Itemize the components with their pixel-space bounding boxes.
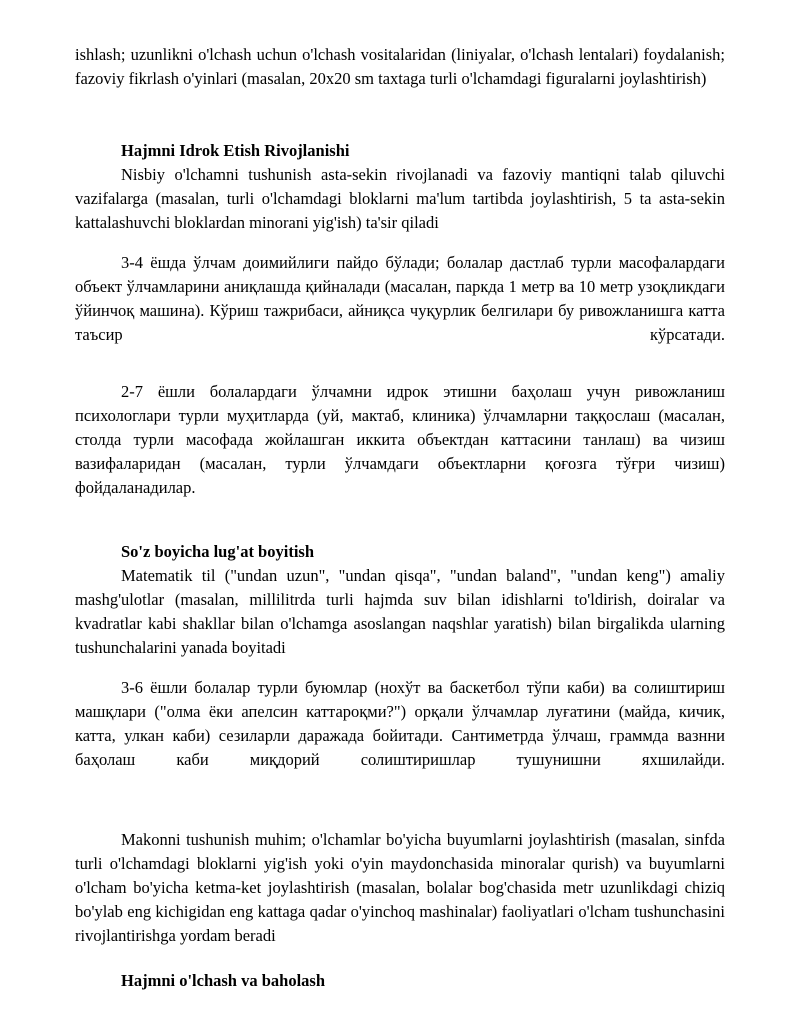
paragraph-assessment: 2-7 ёшли болалардаги ўлчамни идрок этишни баҳолаш учун ривожланиш психологлари турли муҳитларда (уй, мактаб, клиника) ўлчамларни таққослаш (масалан, столда турли масофада жойлашган иккита объектдан каттасини танлаш) ва чизиш вазифаларидан (масалан, турли ўлчамдаги объектларни қоғозга тўғри чизиш) фойдаланадилар.	[75, 382, 725, 497]
heading-size-perception: Hajmni Idrok Etish Rivojlanishi	[121, 141, 350, 160]
paragraph-size-vocabulary: 3-6 ёшли болалар турли буюмлар (нохўт ва баскетбол тўпи каби) ва солиштириш машқлари ("олма ёки апелсин каттароқми?") орқали ўлчамлар луғатини (майда, кичик, катта, улкан каби) сезиларли даражада бойитади. Сантиметрда ўлчаш, граммда вазнни баҳолаш каби миқдорий солиштиришлар тушунишни яхшилайди.	[75, 678, 725, 769]
paragraph-measuring-tools: ishlash; uzunlikni o'lchash uchun o'lchash vositalaridan (liniyalar, o'lchash lentalari) foydalanish; fazoviy fikrlash o'yinlari (masalan, 20x20 sm taxtaga turli o'lchamdagi figuralarni joylashtirish)	[75, 45, 725, 88]
paragraph-size-constancy: 3-4 ёшда ўлчам доимийлиги пайдо бўлади; болалар дастлаб турли масофалардаги объект ўлчамларини аниқлашда қийналади (масалан, паркда 1 метр ва 10 метр узоқликдаги ўйинчоқ машина). Кўриш тажрибаси, айниқса чуқурлик белгилари бу ривожланишга катта таъсир кўрсатади.	[75, 253, 725, 344]
heading-vocabulary: So'z boyicha lug'at boyitish	[121, 542, 314, 561]
heading-size-measurement: Hajmni o'lchash va baholash	[121, 971, 326, 990]
paragraph-math-language: Matematik til ("undan uzun", "undan qisqa", "undan baland", "undan keng") amaliy mashg'ulotlar (masalan, millilitrda turli hajmda suv bilan idishlarni to'ldirish, doiralar va kvadratlar kabi shakllar bilan o'lchamga asoslangan naqshlar yaratish) bilan birgalikda ularning tushunchalarini yanada boyitadi	[75, 566, 725, 657]
paragraph-spatial-understanding: Makonni tushunish muhim; o'lchamlar bo'yicha buyumlarni joylashtirish (masalan, sinfda turli o'lchamdagi bloklarni yig'ish yoki o'yin maydonchasida minoralar qurish) va buyumlarni o'lcham bo'yicha ketma-ket joylashtirish (masalan, bolalar bog'chasida metr uzunlikdagi chiziq bo'ylab eng kichigidan eng kattaga qadar o'yinchoq mashinalar) faoliyatlari o'lcham tushunchasini rivojlantirishga yordam beradi	[75, 830, 725, 945]
paragraph-relative-size: Nisbiy o'lchamni tushunish asta-sekin rivojlanadi va fazoviy mantiqni talab qiluvchi vazifalarga (masalan, turli o'lchamdagi bloklarni ma'lum tartibda joylashtirish, 5 ta asta-sekin kattalashuvchi bloklardan minorani yig'ish) ta'sir qiladi	[75, 165, 725, 232]
